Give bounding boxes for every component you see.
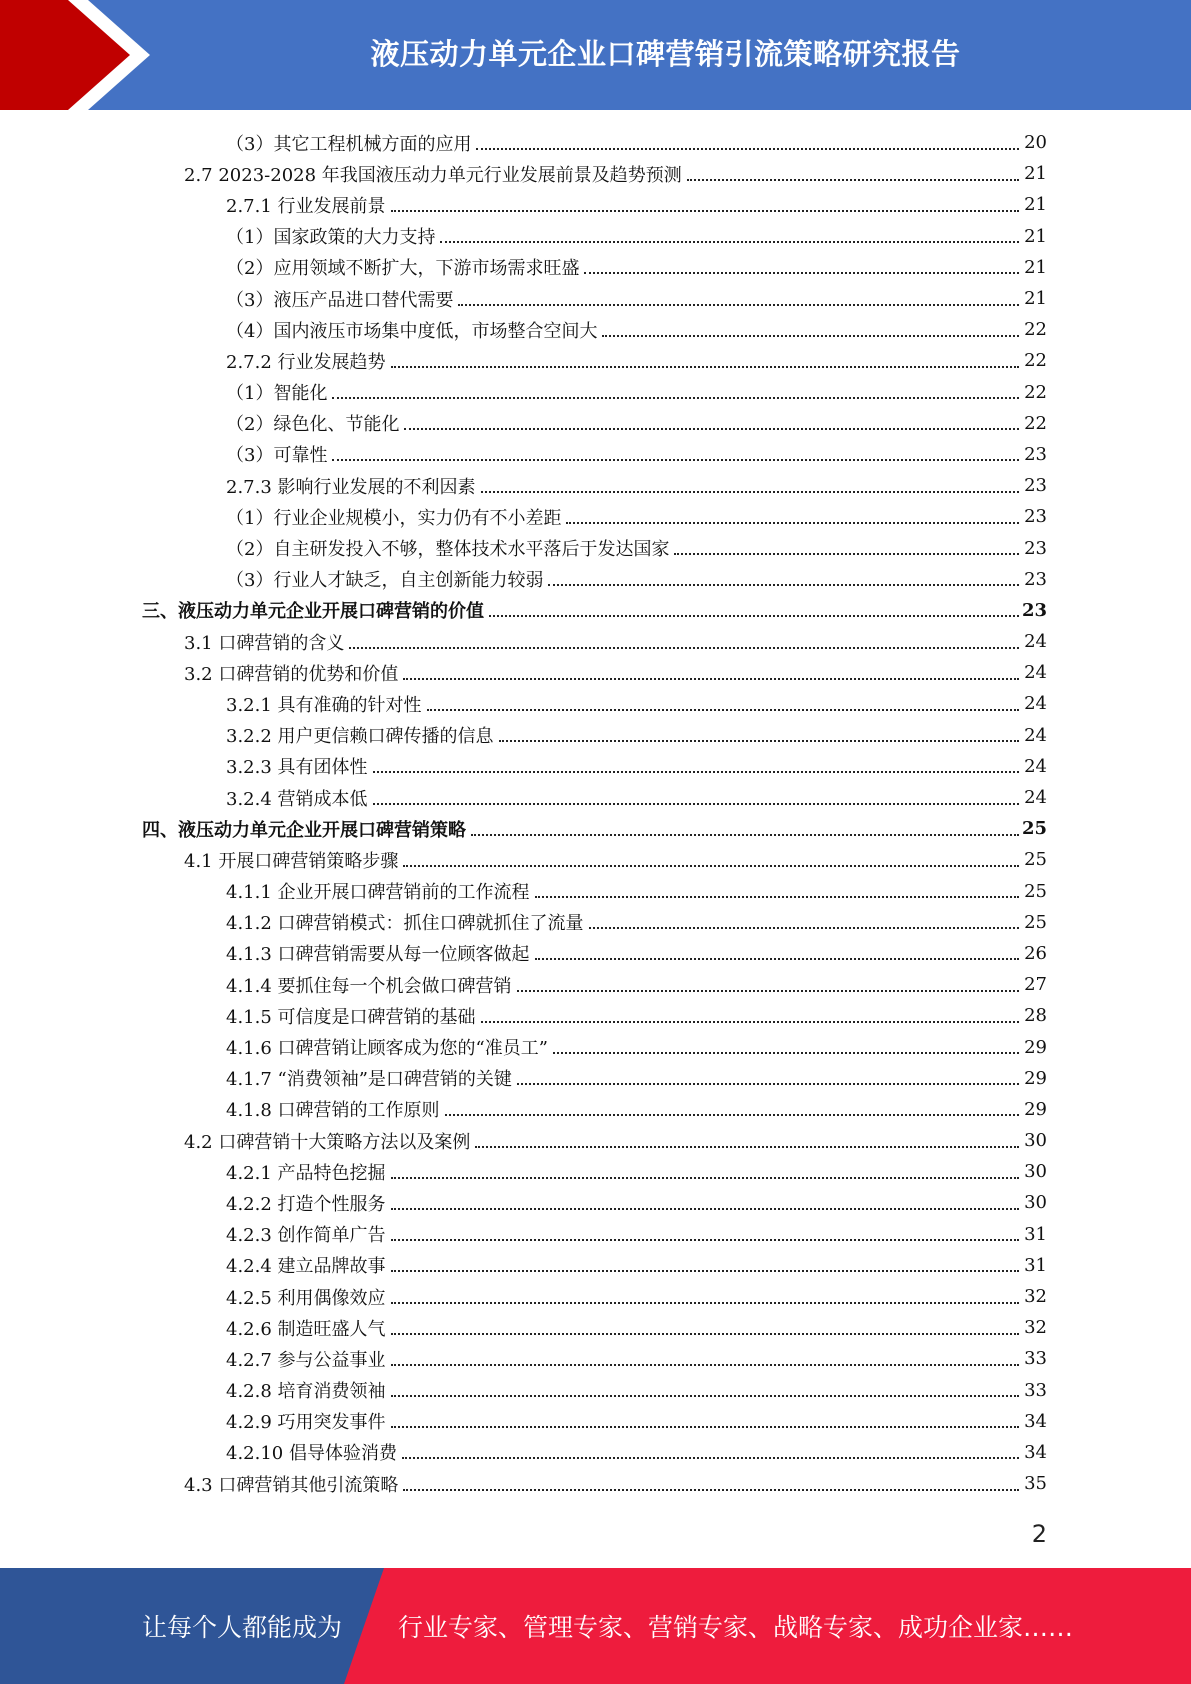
toc-leader-dots	[535, 896, 1019, 898]
toc-entry[interactable]	[0, 1406, 1191, 1437]
toc-leader-dots	[445, 1114, 1019, 1116]
toc-leader-dots	[391, 1270, 1019, 1272]
page-footer	[0, 1568, 1191, 1684]
toc-entry-label: 3.2.3 具有团体性	[226, 753, 370, 779]
toc-entry-page: 22	[1024, 319, 1047, 341]
toc-entry[interactable]	[0, 314, 1191, 345]
toc-leader-dots	[373, 803, 1019, 805]
toc-entry[interactable]	[0, 782, 1191, 813]
toc-entry-page: 21	[1024, 256, 1047, 278]
toc-entry-label: （4）国内液压市场集中度低，市场整合空间大	[226, 317, 599, 343]
toc-leader-dots	[391, 366, 1019, 368]
toc-entry-page: 30	[1024, 1130, 1047, 1152]
table-of-contents	[0, 127, 1191, 1499]
toc-entry[interactable]	[0, 1468, 1191, 1499]
toc-entry-label: （1）智能化	[226, 379, 329, 405]
toc-entry-page: 31	[1024, 1223, 1047, 1245]
toc-entry-label: （1）国家政策的大力支持	[226, 223, 437, 249]
page-header	[0, 0, 1191, 110]
toc-entry[interactable]	[0, 595, 1191, 626]
toc-entry-page: 23	[1024, 475, 1047, 497]
toc-entry[interactable]	[0, 720, 1191, 751]
toc-leader-dots	[489, 615, 1019, 617]
toc-entry-label: 4.1.1 企业开展口碑营销前的工作流程	[226, 878, 532, 904]
toc-leader-dots	[481, 1021, 1019, 1023]
toc-leader-dots	[391, 1364, 1019, 1366]
toc-entry-label: 3.2.2 用户更信赖口碑传播的信息	[226, 722, 496, 748]
toc-entry[interactable]	[0, 1219, 1191, 1250]
toc-leader-dots	[391, 1239, 1019, 1241]
page-number: 2	[1031, 1520, 1047, 1548]
toc-entry-page: 24	[1024, 724, 1047, 746]
toc-entry-label: （2）自主研发投入不够，整体技术水平落后于发达国家	[226, 535, 671, 561]
toc-entry[interactable]	[0, 1125, 1191, 1156]
toc-leader-dots	[403, 1489, 1019, 1491]
toc-entry[interactable]	[0, 938, 1191, 969]
toc-entry[interactable]	[0, 1187, 1191, 1218]
toc-leader-dots	[517, 990, 1019, 992]
toc-leader-dots	[589, 927, 1019, 929]
toc-entry[interactable]	[0, 1312, 1191, 1343]
toc-entry-page: 25	[1022, 818, 1048, 840]
toc-entry-label: 4.2.2 打造个性服务	[226, 1190, 388, 1216]
toc-leader-dots	[391, 1208, 1019, 1210]
toc-entry[interactable]	[0, 439, 1191, 470]
toc-leader-dots	[349, 647, 1019, 649]
toc-entry-page: 21	[1024, 288, 1047, 310]
toc-entry-label: 4.2.10 倡导体验消费	[226, 1439, 399, 1465]
toc-leader-dots	[403, 678, 1019, 680]
toc-entry-page: 25	[1024, 880, 1047, 902]
toc-entry-label: （3）行业人才缺乏，自主创新能力较弱	[226, 566, 545, 592]
toc-entry-label: 4.2.5 利用偶像效应	[226, 1284, 388, 1310]
toc-entry-page: 28	[1024, 1005, 1047, 1027]
toc-entry-page: 21	[1024, 194, 1047, 216]
toc-entry-label: （2）应用领域不断扩大，下游市场需求旺盛	[226, 254, 581, 280]
toc-leader-dots	[373, 771, 1019, 773]
toc-entry-label: 4.2.3 创作简单广告	[226, 1221, 388, 1247]
toc-entry-label: 3.1 口碑营销的含义	[184, 629, 346, 655]
toc-entry[interactable]	[0, 470, 1191, 501]
toc-entry-label: 4.2.4 建立品牌故事	[226, 1252, 388, 1278]
toc-entry[interactable]	[0, 221, 1191, 252]
toc-entry-label: 四、液压动力单元企业开展口碑营销策略	[142, 816, 468, 842]
toc-entry-label: 4.1.5 可信度是口碑营销的基础	[226, 1003, 478, 1029]
toc-entry-page: 21	[1024, 163, 1047, 185]
toc-entry[interactable]	[0, 969, 1191, 1000]
toc-leader-dots	[475, 1146, 1019, 1148]
toc-entry[interactable]	[0, 189, 1191, 220]
toc-leader-dots	[391, 210, 1019, 212]
toc-entry-label: （3）可靠性	[226, 441, 329, 467]
toc-entry[interactable]	[0, 626, 1191, 657]
toc-leader-dots	[535, 958, 1019, 960]
toc-entry-page: 32	[1024, 1317, 1047, 1339]
toc-entry-page: 29	[1024, 1036, 1047, 1058]
toc-entry[interactable]	[0, 813, 1191, 844]
toc-entry-page: 23	[1024, 506, 1047, 528]
toc-entry-label: 2.7.2 行业发展趋势	[226, 348, 388, 374]
toc-entry-page: 27	[1024, 974, 1047, 996]
toc-entry[interactable]	[0, 1281, 1191, 1312]
toc-entry-page: 34	[1024, 1410, 1047, 1432]
toc-entry-page: 33	[1024, 1348, 1047, 1370]
toc-leader-dots	[674, 553, 1019, 555]
toc-leader-dots	[427, 709, 1019, 711]
toc-entry-label: 3.2.4 营销成本低	[226, 785, 370, 811]
toc-leader-dots	[391, 1302, 1019, 1304]
toc-leader-dots	[404, 428, 1019, 430]
toc-entry-page: 25	[1024, 911, 1047, 933]
toc-entry-page: 33	[1024, 1379, 1047, 1401]
toc-entry[interactable]	[0, 907, 1191, 938]
toc-entry-label: （2）绿色化、节能化	[226, 410, 401, 436]
toc-entry[interactable]	[0, 408, 1191, 439]
toc-entry[interactable]	[0, 751, 1191, 782]
toc-entry[interactable]	[0, 876, 1191, 907]
toc-leader-dots	[402, 1457, 1019, 1459]
toc-entry-label: 3.2 口碑营销的优势和价值	[184, 660, 400, 686]
toc-entry-label: 4.2.1 产品特色挖掘	[226, 1159, 388, 1185]
toc-entry-label: （3）液压产品进口替代需要	[226, 286, 455, 312]
toc-entry-label: 4.1 开展口碑营销策略步骤	[184, 847, 400, 873]
toc-entry-page: 30	[1024, 1161, 1047, 1183]
toc-entry-page: 24	[1024, 662, 1047, 684]
toc-entry-page: 35	[1024, 1473, 1047, 1495]
toc-entry-label: 4.1.8 口碑营销的工作原则	[226, 1096, 442, 1122]
toc-entry-page: 23	[1024, 537, 1047, 559]
toc-entry[interactable]	[0, 1375, 1191, 1406]
toc-leader-dots	[499, 740, 1019, 742]
toc-entry-label: 4.1.2 口碑营销模式：抓住口碑就抓住了流量	[226, 909, 586, 935]
toc-entry-page: 25	[1024, 849, 1047, 871]
toc-leader-dots	[476, 148, 1019, 150]
footer-slogan-right: 行业专家、管理专家、营销专家、战略专家、成功企业家……	[398, 1613, 1074, 1642]
chevron-arrow-icon	[0, 0, 160, 110]
toc-leader-dots	[332, 459, 1019, 461]
toc-entry[interactable]	[0, 1437, 1191, 1468]
toc-leader-dots	[391, 1426, 1019, 1428]
toc-entry-page: 22	[1024, 381, 1047, 403]
toc-entry-label: （1）行业企业规模小，实力仍有不小差距	[226, 504, 563, 530]
toc-entry[interactable]	[0, 532, 1191, 563]
toc-entry-label: 4.2.6 制造旺盛人气	[226, 1315, 388, 1341]
toc-entry-page: 34	[1024, 1441, 1047, 1463]
toc-leader-dots	[517, 1083, 1019, 1085]
toc-entry-label: 4.1.7 “消费领袖”是口碑营销的关键	[226, 1065, 514, 1091]
toc-entry[interactable]	[0, 1031, 1191, 1062]
toc-entry-page: 21	[1024, 225, 1047, 247]
toc-entry[interactable]	[0, 1156, 1191, 1187]
toc-entry-label: （3）其它工程机械方面的应用	[226, 130, 473, 156]
toc-entry[interactable]	[0, 1000, 1191, 1031]
toc-entry-page: 23	[1024, 443, 1047, 465]
toc-entry[interactable]	[0, 844, 1191, 875]
toc-leader-dots	[391, 1177, 1019, 1179]
toc-entry[interactable]	[0, 283, 1191, 314]
toc-entry-page: 29	[1024, 1098, 1047, 1120]
toc-entry-page: 20	[1024, 132, 1047, 154]
toc-entry-page: 31	[1024, 1254, 1047, 1276]
toc-entry-label: 4.2.9 巧用突发事件	[226, 1408, 388, 1434]
toc-leader-dots	[403, 865, 1019, 867]
toc-entry-page: 22	[1024, 350, 1047, 372]
toc-leader-dots	[548, 584, 1019, 586]
toc-entry-page: 23	[1024, 568, 1047, 590]
toc-entry-label: 4.1.4 要抓住每一个机会做口碑营销	[226, 972, 514, 998]
toc-entry[interactable]	[0, 1063, 1191, 1094]
toc-leader-dots	[553, 1052, 1019, 1054]
toc-entry-label: 三、液压动力单元企业开展口碑营销的价值	[142, 597, 486, 623]
toc-leader-dots	[584, 272, 1019, 274]
toc-entry[interactable]	[0, 564, 1191, 595]
toc-entry[interactable]	[0, 252, 1191, 283]
toc-entry-label: 4.2.8 培育消费领袖	[226, 1377, 388, 1403]
toc-leader-dots	[602, 335, 1019, 337]
toc-entry-page: 24	[1024, 693, 1047, 715]
toc-leader-dots	[332, 397, 1019, 399]
toc-entry[interactable]	[0, 501, 1191, 532]
toc-leader-dots	[391, 1395, 1019, 1397]
toc-entry-page: 29	[1024, 1067, 1047, 1089]
toc-entry-label: 2.7 2023-2028 年我国液压动力单元行业发展前景及趋势预测	[184, 161, 684, 187]
report-title: 液压动力单元企业口碑营销引流策略研究报告	[370, 36, 961, 71]
toc-entry-label: 4.2 口碑营销十大策略方法以及案例	[184, 1128, 472, 1154]
toc-entry[interactable]	[0, 657, 1191, 688]
toc-leader-dots	[687, 179, 1019, 181]
toc-entry-label: 2.7.1 行业发展前景	[226, 192, 388, 218]
toc-entry[interactable]	[0, 1094, 1191, 1125]
toc-leader-dots	[391, 1333, 1019, 1335]
toc-leader-dots	[440, 241, 1019, 243]
toc-entry-page: 30	[1024, 1192, 1047, 1214]
toc-entry[interactable]	[0, 1343, 1191, 1374]
toc-leader-dots	[481, 491, 1019, 493]
toc-entry-page: 32	[1024, 1286, 1047, 1308]
toc-entry-page: 22	[1024, 412, 1047, 434]
toc-entry[interactable]	[0, 127, 1191, 158]
toc-entry-page: 26	[1024, 942, 1047, 964]
toc-entry[interactable]	[0, 1250, 1191, 1281]
toc-entry-label: 4.3 口碑营销其他引流策略	[184, 1471, 400, 1497]
toc-entry-page: 24	[1024, 631, 1047, 653]
toc-entry-label: 2.7.3 影响行业发展的不利因素	[226, 473, 478, 499]
toc-entry-label: 3.2.1 具有准确的针对性	[226, 691, 424, 717]
toc-entry[interactable]	[0, 345, 1191, 376]
toc-leader-dots	[458, 304, 1019, 306]
toc-leader-dots	[566, 522, 1019, 524]
toc-entry[interactable]	[0, 377, 1191, 408]
toc-entry-label: 4.1.3 口碑营销需要从每一位顾客做起	[226, 940, 532, 966]
toc-entry[interactable]	[0, 158, 1191, 189]
toc-entry-label: 4.1.6 口碑营销让顾客成为您的“准员工”	[226, 1034, 550, 1060]
toc-leader-dots	[471, 834, 1019, 836]
toc-entry-page: 24	[1024, 755, 1047, 777]
footer-slogan-left: 让每个人都能成为	[142, 1613, 343, 1642]
toc-entry[interactable]	[0, 688, 1191, 719]
toc-entry-page: 23	[1022, 599, 1048, 621]
toc-entry-page: 24	[1024, 787, 1047, 809]
toc-entry-label: 4.2.7 参与公益事业	[226, 1346, 388, 1372]
